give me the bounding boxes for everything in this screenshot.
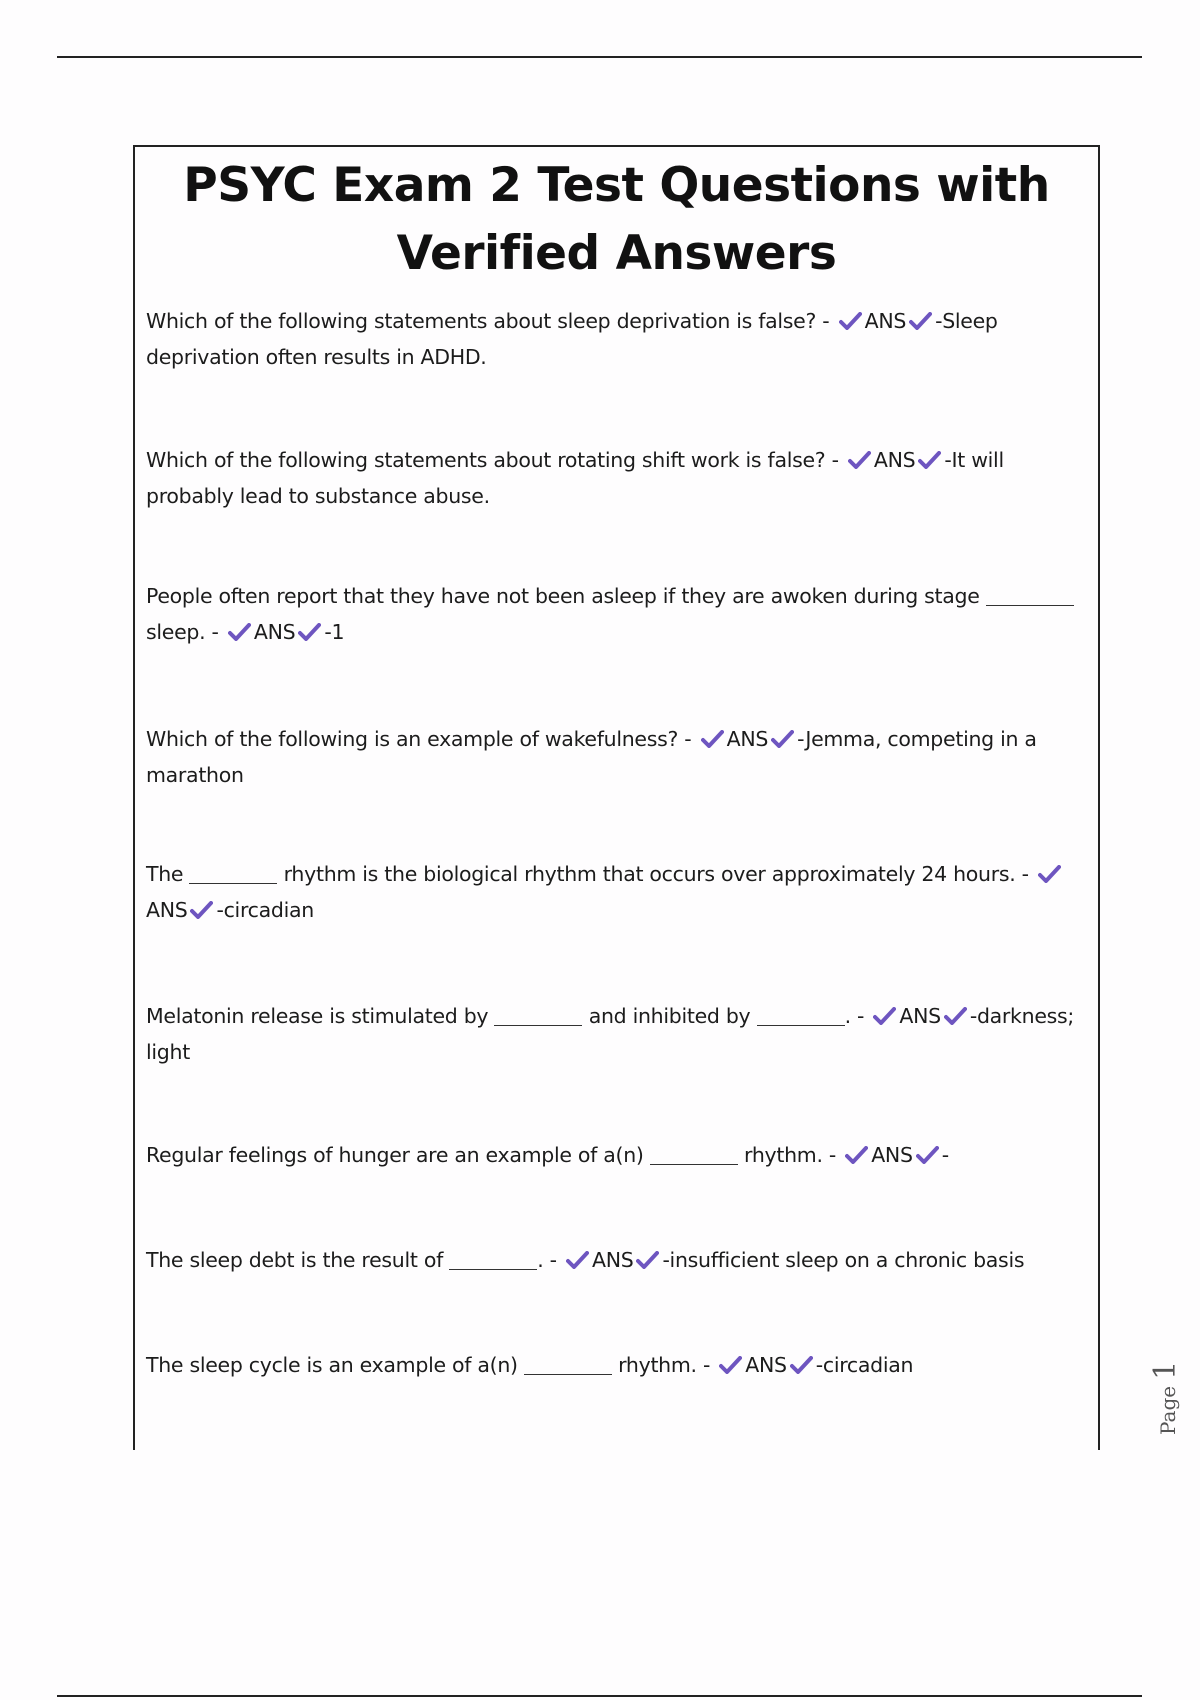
document-title: PSYC Exam 2 Test Questions with Verified Answers: [183, 158, 1050, 281]
qa-item-7: [146, 1137, 1086, 1173]
answer-text: -circadian: [216, 898, 314, 922]
qa-item-3: [146, 578, 1086, 650]
page-word: Page: [1156, 1385, 1180, 1435]
answer-marker: ANS: [864, 309, 907, 333]
checkmark-icon: [845, 1146, 868, 1164]
question-text: The: [146, 862, 190, 886]
checkmark-icon: [790, 1356, 813, 1374]
question-text: . -: [537, 1248, 563, 1272]
answer-text: -It will probably lead to substance abuse.: [146, 448, 1004, 508]
checkmark-icon: [873, 1007, 896, 1025]
checkmark-icon: [636, 1251, 659, 1269]
answer-marker: ANS: [591, 1248, 634, 1272]
question-text: Melatonin release is stimulated by: [146, 1004, 495, 1028]
checkmark-icon: [1038, 865, 1061, 883]
qa-item-1: [146, 303, 1086, 375]
question-text: rhythm. -: [737, 1143, 843, 1167]
answer-marker: ANS: [899, 1004, 941, 1028]
checkmark-icon: [719, 1356, 742, 1374]
answer-text: -: [941, 1143, 949, 1167]
question-text: People often report that they have not been asleep if they are awoken during stage: [146, 584, 986, 608]
page-number-label: [1148, 1361, 1183, 1435]
content-frame: [133, 145, 1100, 1450]
question-text: Regular feelings of hunger are an example of a(n): [146, 1143, 650, 1167]
answer-blank: [650, 1146, 738, 1165]
question-text: sleep. -: [146, 620, 225, 644]
qa-item-2: [146, 442, 1086, 514]
checkmark-icon: [701, 730, 724, 748]
qa-item-9: [146, 1347, 1086, 1383]
answer-marker: ANS: [745, 1353, 787, 1377]
page-number: 1: [1148, 1360, 1183, 1380]
checkmark-icon: [298, 623, 321, 641]
answer-marker: ANS: [253, 620, 296, 644]
answer-blank: [449, 1251, 537, 1270]
answer-blank: [757, 1007, 845, 1026]
question-text: rhythm is the biological rhythm that occurs over approximately 24 hours. -: [277, 862, 1035, 886]
answer-blank: [524, 1356, 612, 1375]
checkmark-icon: [848, 451, 871, 469]
question-text: . -: [844, 1004, 871, 1028]
checkmark-icon: [916, 1146, 939, 1164]
question-text: The sleep debt is the result of: [146, 1248, 450, 1272]
answer-marker: ANS: [871, 1143, 913, 1167]
question-text: and inhibited by: [582, 1004, 757, 1028]
question-text: rhythm. -: [611, 1353, 717, 1377]
checkmark-icon: [909, 312, 932, 330]
answer-marker: ANS: [873, 448, 916, 472]
checkmark-icon: [190, 901, 213, 919]
answer-blank: [986, 587, 1074, 606]
question-text: Which of the following is an example of wakefulness? -: [146, 727, 698, 751]
checkmark-icon: [944, 1007, 967, 1025]
answer-text: -Jemma, competing in a marathon: [146, 727, 1037, 787]
answer-blank: [189, 865, 277, 884]
answer-text: -1: [324, 620, 345, 644]
header-rule: [57, 56, 1142, 58]
qa-item-5: [146, 856, 1086, 928]
checkmark-icon: [918, 451, 941, 469]
answer-text: -darkness; light: [146, 1004, 1075, 1064]
checkmark-icon: [839, 312, 862, 330]
qa-item-6: [146, 998, 1086, 1070]
question-text: Which of the following statements about sleep deprivation is false? -: [146, 309, 836, 333]
answer-blank: [494, 1007, 582, 1026]
answer-marker: ANS: [146, 898, 188, 922]
question-text: The sleep cycle is an example of a(n): [146, 1353, 524, 1377]
answer-text: -insufficient sleep on a chronic basis: [662, 1248, 1025, 1272]
qa-item-4: [146, 721, 1086, 793]
answer-text: -Sleep deprivation often results in ADHD.: [146, 309, 998, 369]
question-text: Which of the following statements about rotating shift work is false? -: [146, 448, 845, 472]
qa-item-8: [146, 1242, 1086, 1278]
footer-rule: [57, 1695, 1142, 1697]
answer-marker: ANS: [726, 727, 769, 751]
checkmark-icon: [566, 1251, 589, 1269]
checkmark-icon: [771, 730, 794, 748]
answer-text: -circadian: [815, 1353, 914, 1377]
checkmark-icon: [228, 623, 251, 641]
